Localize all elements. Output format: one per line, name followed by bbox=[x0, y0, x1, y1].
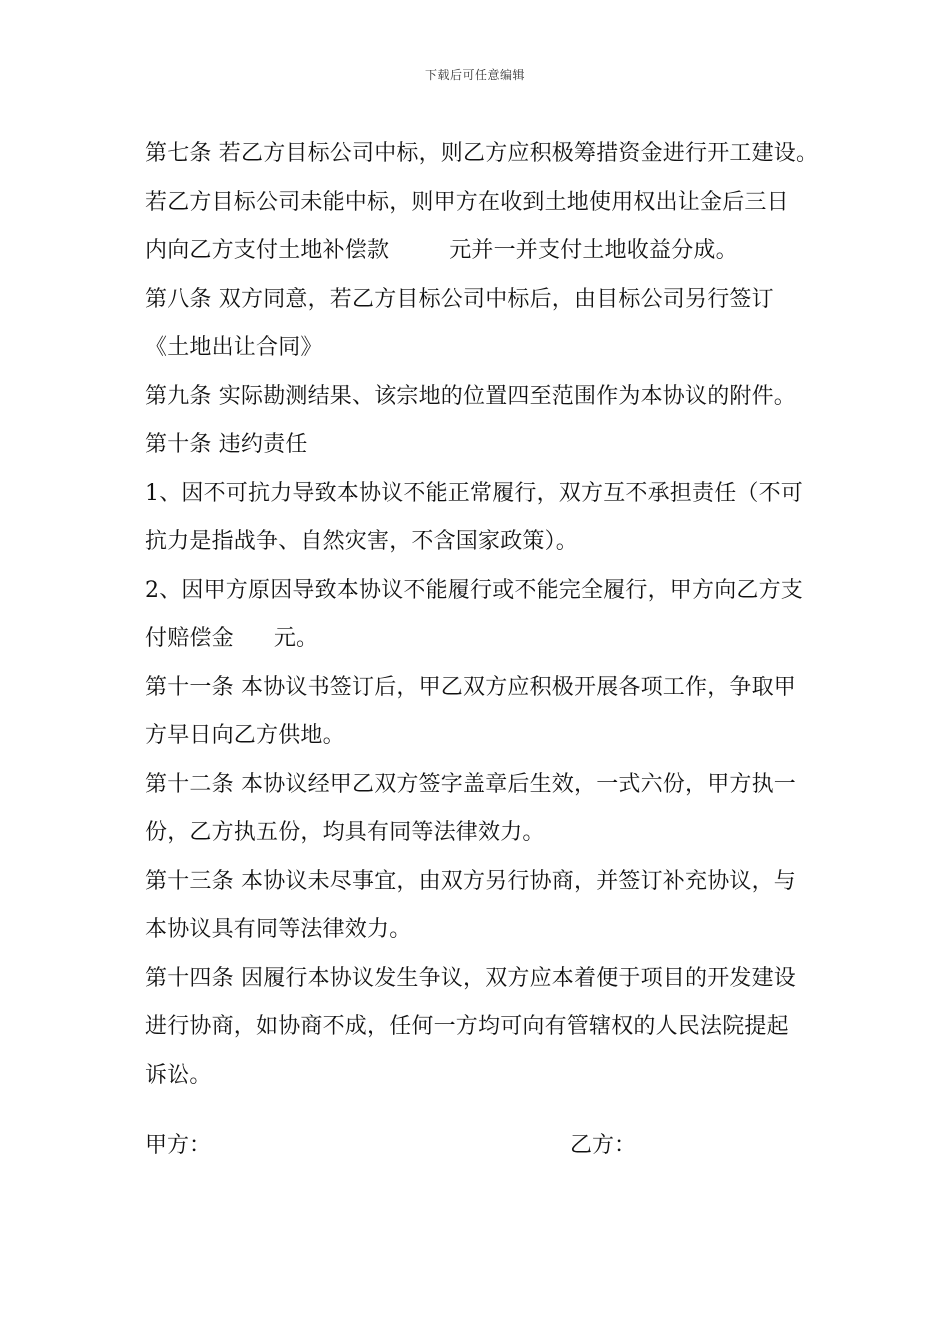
text-line: 1、因不可抗力导致本协议不能正常履行，双方互不承担责任（不可 bbox=[145, 480, 803, 506]
party-a-signature-label: 甲方： bbox=[145, 1133, 212, 1158]
text-segment: 元。 bbox=[273, 626, 319, 651]
text-line: 本协议具有同等法律效力。 bbox=[145, 917, 412, 942]
text-line: 抗力是指战争、自然灾害，不含国家政策）。 bbox=[145, 529, 579, 554]
text-line: 诉讼。 bbox=[145, 1062, 212, 1088]
text-line: 《土地出让合同》 bbox=[145, 335, 323, 360]
text-line: 第十一条 本协议书签订后，甲乙双方应积极开展各项工作，争取甲 bbox=[145, 674, 796, 700]
text-segment: 内向乙方支付土地补偿款 bbox=[145, 238, 390, 263]
text-line: 方早日向乙方供地。 bbox=[145, 723, 345, 748]
text-line: 第九条 实际勘测结果、该宗地的位置四至范围作为本协议的附件。 bbox=[145, 383, 796, 409]
text-line: 2、因甲方原因导致本协议不能履行或不能完全履行，甲方向乙方支 bbox=[145, 577, 803, 603]
document-body bbox=[145, 130, 825, 1100]
text-line: 份，乙方执五份，均具有同等法律效力。 bbox=[145, 820, 545, 845]
text-line: 第十四条 因履行本协议发生争议，双方应本着便于项目的开发建设 bbox=[145, 965, 796, 991]
text-segment: 元并一并支付土地收益分成。 bbox=[449, 238, 738, 263]
party-b-signature-label: 乙方： bbox=[570, 1133, 637, 1158]
text-line: 第八条 双方同意，若乙方目标公司中标后，由目标公司另行签订 bbox=[145, 286, 774, 312]
text-line-with-blank bbox=[145, 227, 825, 276]
page-header: 下载后可任意编辑 bbox=[424, 68, 525, 82]
text-line: 第十二条 本协议经甲乙双方签字盖章后生效，一式六份，甲方执一 bbox=[145, 771, 796, 797]
text-line: 进行协商，如协商不成，任何一方均可向有管辖权的人民法院提起 bbox=[145, 1014, 789, 1039]
text-line: 第十条 违约责任 bbox=[145, 432, 308, 457]
text-line: 若乙方目标公司未能中标，则甲方在收到土地使用权出让金后三日 bbox=[145, 189, 789, 215]
text-line: 第十三条 本协议未尽事宜，由双方另行协商，并签订补充协议，与 bbox=[145, 868, 796, 894]
text-line-with-blank bbox=[145, 615, 825, 664]
signature-block bbox=[145, 1122, 825, 1170]
text-segment: 付赔偿金 bbox=[145, 626, 234, 651]
text-line: 第七条 若乙方目标公司中标，则乙方应积极筹措资金进行开工建设。 bbox=[145, 141, 819, 166]
